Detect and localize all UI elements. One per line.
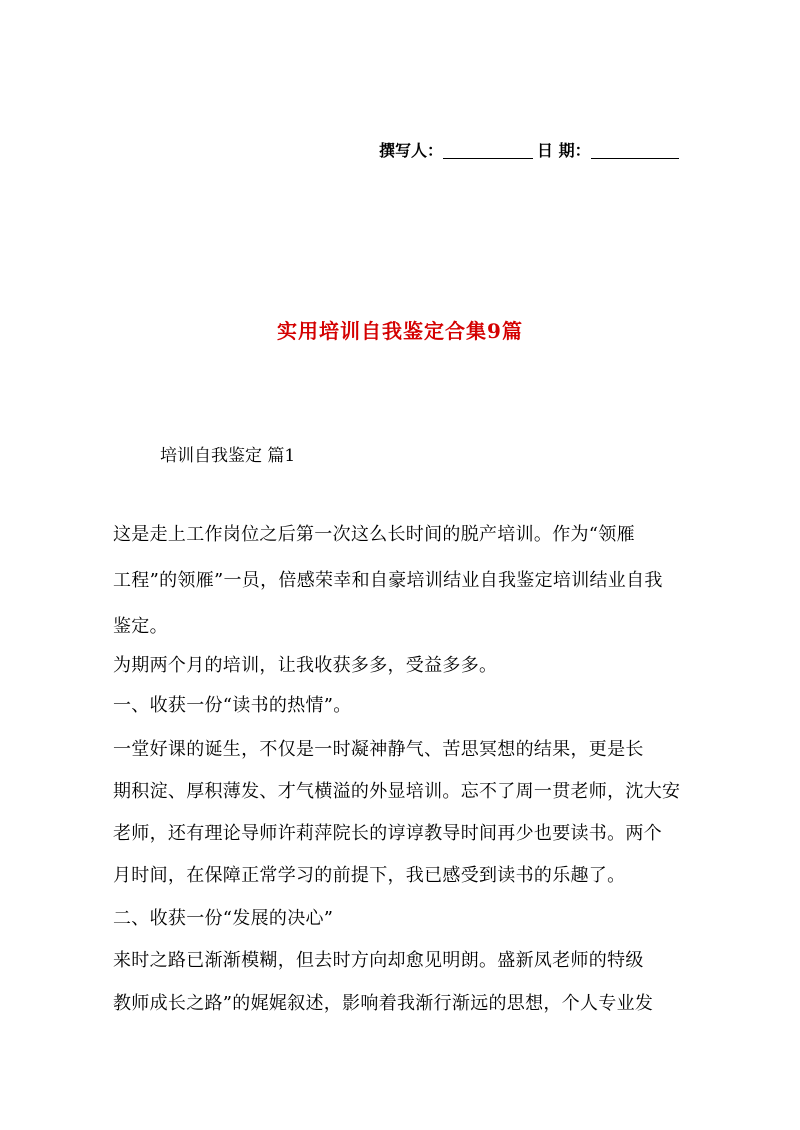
body-line: 这是走上工作岗位之后第一次这么长时间的脱产培训。作为“领雁 [113,524,635,545]
date-label: 日 期： [537,141,591,160]
author-date-line [379,138,689,161]
body-line: 期积淀、厚积薄发、才气横溢的外显培训。忘不了周一贯老师，沈大安 [113,781,681,802]
section-heading: 培训自我鉴定 篇1 [160,446,296,466]
body-line: 二、收获一份“发展的决心” [113,908,334,929]
body-line: 鉴定。 [113,616,168,637]
document-title: 实用培训自我鉴定合集9篇 [277,319,523,343]
body-line: 老师，还有理论导师许莉萍院长的谆谆教导时间再少也要读书。两个 [113,823,662,844]
body-line: 来时之路已渐渐模糊，但去时方向却愈见明朗。盛新凤老师的特级 [113,950,644,971]
author-blank [443,142,533,159]
body-line: 工程”的领雁”一员，倍感荣幸和自豪培训结业自我鉴定培训结业自我 [113,570,663,591]
body-line: 月时间，在保障正常学习的前提下，我已感受到读书的乐趣了。 [113,865,626,886]
body-line: 为期两个月的培训，让我收获多多，受益多多。 [113,655,498,676]
author-label: 撰写人： [379,141,444,160]
body-line: 一、收获一份“读书的热情”。 [113,695,352,716]
body-line: 教师成长之路”的娓娓叙述，影响着我渐行渐远的思想，个人专业发 [113,993,654,1014]
body-line: 一堂好课的诞生，不仅是一时凝神静气、苦思冥想的结果，更是长 [113,739,644,760]
date-blank [591,142,679,159]
